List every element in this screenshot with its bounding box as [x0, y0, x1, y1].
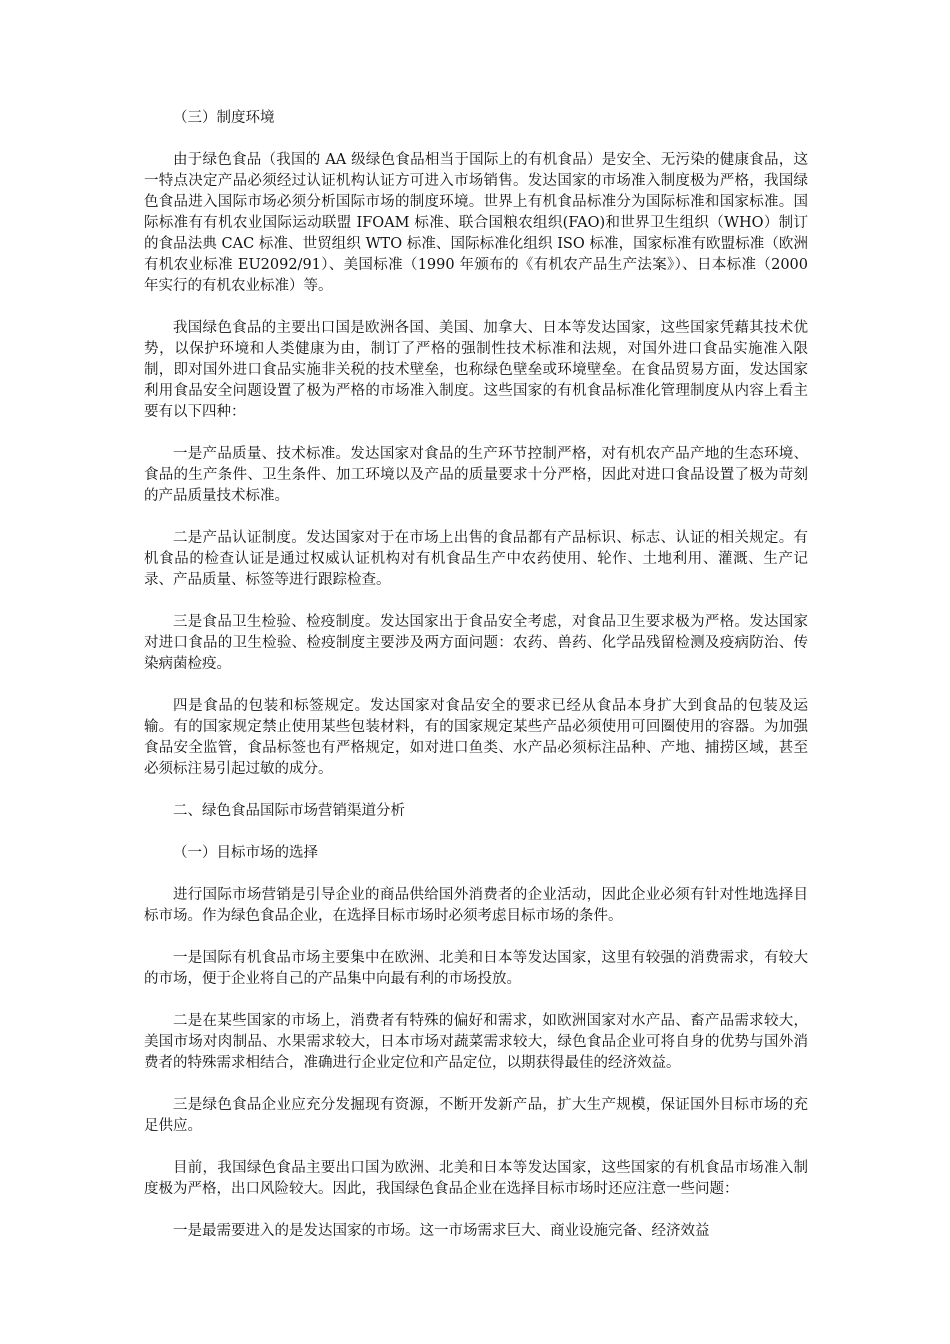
paragraph: 我国绿色食品的主要出口国是欧洲各国、美国、加拿大、日本等发达国家，这些国家凭藉其技术优势，以保护环境和人类健康为由，制订了严格的强制性技术标准和法规，对国外进口食品实施准入限制，即对国外进口食品实施非关税的技术壁垒，也称绿色壁垒或环境壁垒。在食品贸易方面，发达国家利用食品安全问题设置了极为严格的市场准入制度。这些国家的有机食品标准化管理制度从内容上看主要有以下四种：	[144, 320, 808, 420]
document-page	[144, 108, 808, 1263]
paragraph: 进行国际市场营销是引导企业的商品供给国外消费者的企业活动，因此企业必须有针对性地选择目标市场。作为绿色食品企业，在选择目标市场时必须考虑目标市场的条件。	[144, 887, 808, 924]
paragraph: 一是国际有机食品市场主要集中在欧洲、北美和日本等发达国家，这里有较强的消费需求，有较大的市场，便于企业将自己的产品集中向最有利的市场投放。	[144, 950, 808, 987]
paragraph: 四是食品的包装和标签规定。发达国家对食品安全的要求已经从食品本身扩大到食品的包装及运输。有的国家规定禁止使用某些包装材料，有的国家规定某些产品必须使用可回圈使用的容器。为加强食品安全监管，食品标签也有严格规定，如对进口鱼类、水产品必须标注品种、产地、捕捞区域，甚至必须标注易引起过敏的成分。	[144, 698, 808, 777]
paragraph: 三是绿色食品企业应充分发掘现有资源，不断开发新产品，扩大生产规模，保证国外目标市场的充足供应。	[144, 1097, 808, 1134]
paragraph: 由于绿色食品（我国的 AA 级绿色食品相当于国际上的有机食品）是安全、无污染的健康食品，这一特点决定产品必须经过认证机构认证方可进入市场销售。发达国家的市场准入制度极为严格，我国绿色食品进入国际市场必须分析国际市场的制度环境。世界上有机食品标准分为国际标准和国家标准。国际标准有有机农业国际运动联盟 IFOAM 标准、联合国粮农组织(FAO)和世界卫生组织（WHO）制订的食品法典 CAC 标准、世贸组织 WTO 标准、国际标准化组织 ISO 标准，国家标准有欧盟标准（欧洲有机农业标准 EU2092/91）、美国标准（1990 年颁布的《有机农产品生产法案》）、日本标准（2000 年实行的有机农业标准）等。	[144, 152, 808, 294]
paragraph: 一是最需要进入的是发达国家的市场。这一市场需求巨大、商业设施完备、经济效益	[173, 1223, 710, 1239]
paragraph: 二是在某些国家的市场上，消费者有特殊的偏好和需求，如欧洲国家对水产品、畜产品需求较大，美国市场对肉制品、水果需求较大，日本市场对蔬菜需求较大，绿色食品企业可将自身的优势与国外消费者的特殊需求相结合，准确进行企业定位和产品定位，以期获得最佳的经济效益。	[144, 1013, 808, 1071]
paragraph: 三是食品卫生检验、检疫制度。发达国家出于食品安全考虑，对食品卫生要求极为严格。发达国家对进口食品的卫生检验、检疫制度主要涉及两方面问题：农药、兽药、化学品残留检测及疫病防治、传染病菌检疫。	[144, 614, 808, 672]
section-heading-target-market: （一）目标市场的选择	[173, 845, 318, 861]
paragraph: 一是产品质量、技术标准。发达国家对食品的生产环节控制严格，对有机农产品产地的生态环境、食品的生产条件、卫生条件、加工环境以及产品的质量要求十分严格，因此对进口食品设置了极为苛刻的产品质量技术标准。	[144, 446, 808, 504]
section-heading-marketing-channels: 二、绿色食品国际市场营销渠道分析	[173, 803, 405, 819]
paragraph: 目前，我国绿色食品主要出口国为欧洲、北美和日本等发达国家，这些国家的有机食品市场准入制度极为严格，出口风险较大。因此，我国绿色食品企业在选择目标市场时还应注意一些问题：	[144, 1160, 808, 1197]
paragraph: 二是产品认证制度。发达国家对于在市场上出售的食品都有产品标识、标志、认证的相关规定。有机食品的检查认证是通过权威认证机构对有机食品生产中农药使用、轮作、土地利用、灌溉、生产记录、产品质量、标签等进行跟踪检查。	[144, 530, 808, 588]
section-heading-institutional-environment: （三）制度环境	[173, 110, 275, 126]
